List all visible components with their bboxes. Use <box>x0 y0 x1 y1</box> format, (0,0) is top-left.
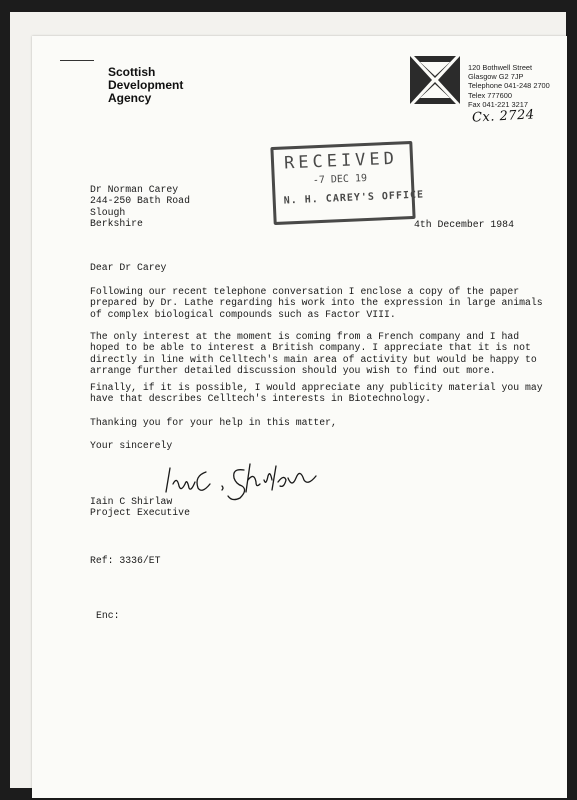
body-paragraph-4 <box>90 417 337 428</box>
signer-block <box>90 496 190 519</box>
body-line: The only interest at the moment is coming from a French company and I had <box>90 331 520 342</box>
salutation: Dear Dr Carey <box>90 262 167 273</box>
agency-line: Scottish <box>108 65 156 79</box>
body-paragraph-1 <box>90 286 543 320</box>
body-line: of complex biological compounds such as Factor VIII. <box>90 308 396 320</box>
address-line: Telephone 041-248 2700 <box>468 81 550 91</box>
body-line: prepared by Dr. Lathe regarding his work into the expression in large animals <box>90 297 543 309</box>
signer-name: Iain C Shirlaw <box>90 496 173 507</box>
reference-number: Ref: 3336/ET <box>90 555 161 566</box>
body-line: Thanking you for your help in this matter, <box>90 417 337 428</box>
stamp-office: N. H. CAREY'S OFFICE <box>283 189 425 207</box>
body-line: Finally, if it is possible, I would appreciate any publicity material you may <box>90 382 543 393</box>
signer-title: Project Executive <box>90 507 190 519</box>
recipient-line: Slough <box>90 206 126 218</box>
address-line: Glasgow G2 7JP <box>468 72 524 82</box>
header-rule <box>60 60 94 61</box>
stamp-received: RECEIVED <box>283 148 399 174</box>
body-line: Following our recent telephone conversation I enclose a copy of the paper <box>90 286 520 297</box>
body-line: directly in line with Celltech's main area of activity but would be happy to <box>90 353 537 365</box>
document-frame <box>10 12 566 788</box>
closing: Your sincerely <box>90 440 173 451</box>
body-line: hoped to be able to interest a British company. I appreciate that it is not <box>90 342 531 354</box>
recipient-line: Berkshire <box>90 218 143 230</box>
recipient-line: Dr Norman Carey <box>90 184 179 195</box>
recipient-address <box>90 184 190 230</box>
body-paragraph-2 <box>90 331 537 377</box>
received-stamp <box>270 141 425 225</box>
stamp-date: -7 DEC 19 <box>312 172 368 187</box>
recipient-line: 244-250 Bath Road <box>90 195 190 207</box>
sda-logo-icon <box>410 56 460 104</box>
agency-line: Development <box>108 78 184 92</box>
agency-name <box>108 66 183 105</box>
body-paragraph-3 <box>90 382 543 405</box>
agency-address <box>468 63 550 109</box>
body-line: have that describes Celltech's interests in Biotechnology. <box>90 393 431 405</box>
body-line: arrange further detailed discussion should you wish to find out more. <box>90 365 496 377</box>
agency-line: Agency <box>108 91 152 105</box>
enclosure-note: Enc: <box>96 610 120 621</box>
letter-date: 4th December 1984 <box>414 219 514 230</box>
address-line: Telex 777600 <box>468 90 512 100</box>
handwritten-reference: Cx. 2724 <box>471 107 535 126</box>
address-line: Fax 041-221 3217 <box>468 99 528 109</box>
address-line: 120 Bothwell Street <box>468 63 533 72</box>
letter-page <box>32 36 567 798</box>
